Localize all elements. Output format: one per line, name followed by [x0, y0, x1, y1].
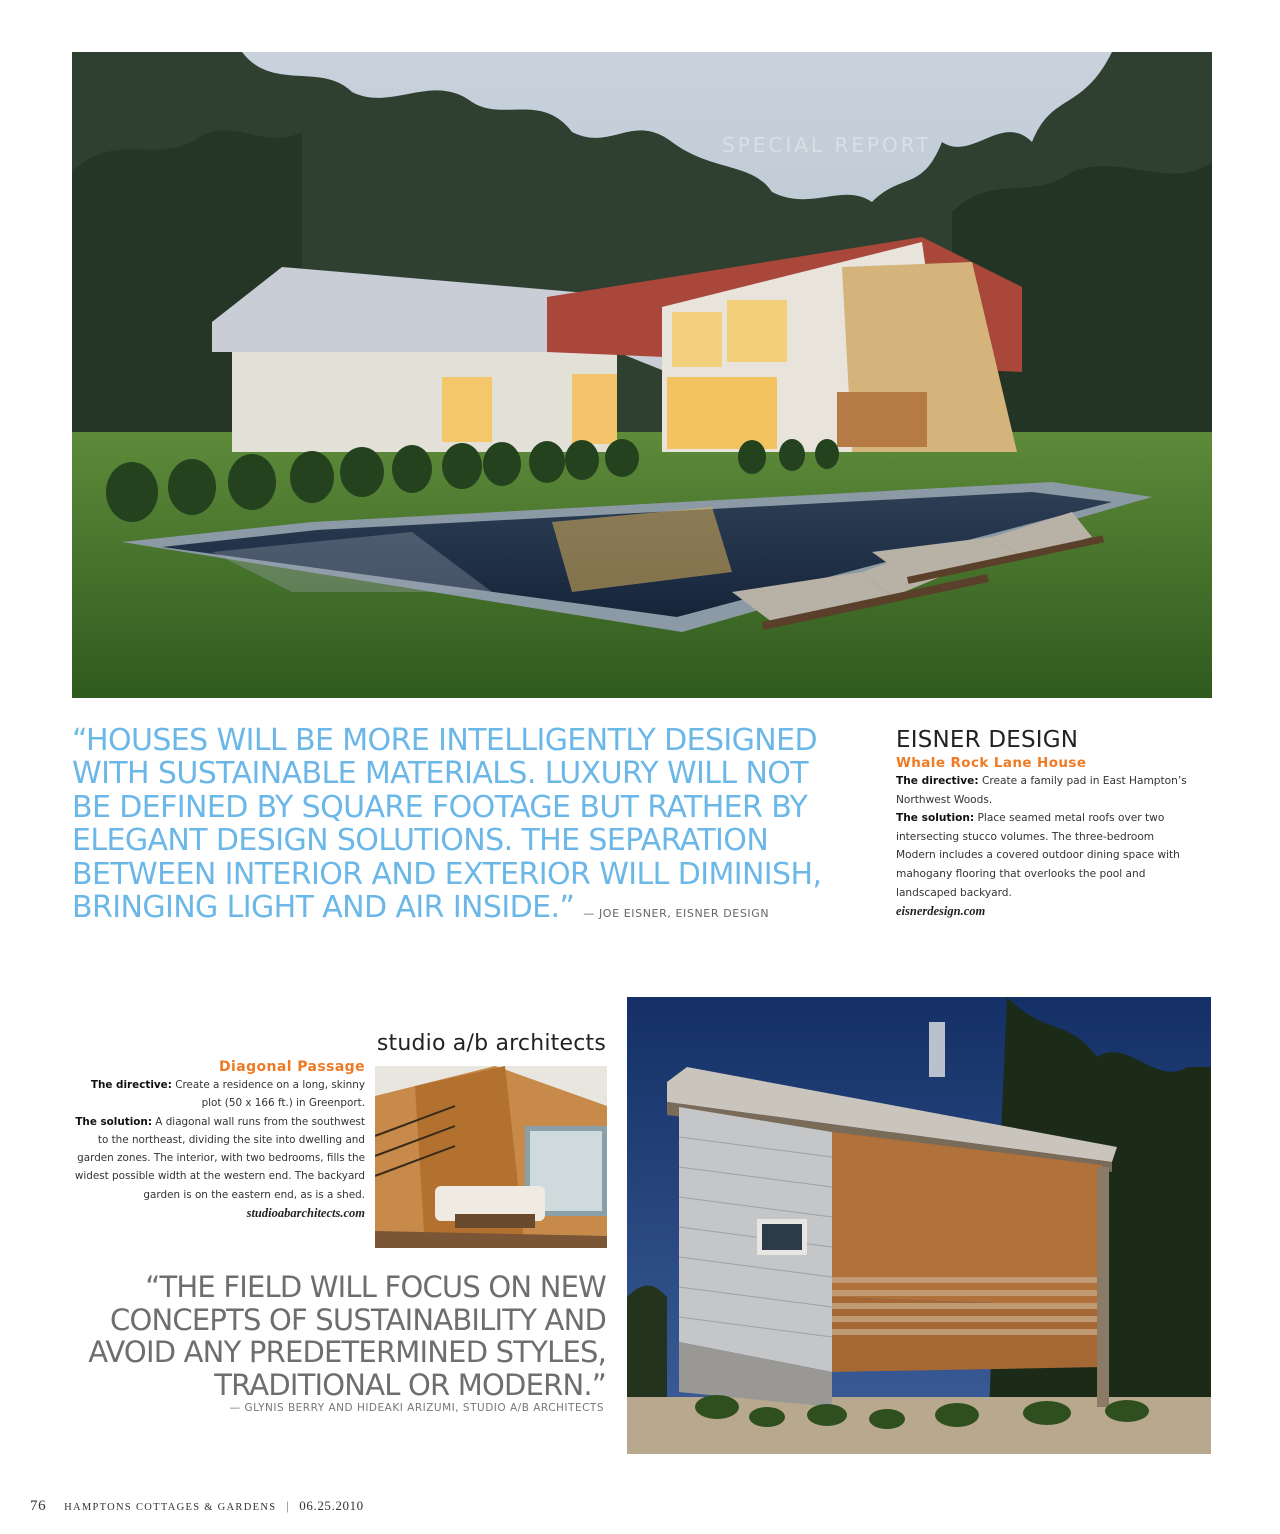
- firm-url-link[interactable]: eisnerdesign.com: [896, 904, 986, 919]
- house-pool-photo: [72, 52, 1212, 698]
- studio-firm-name: studio a/b architects: [376, 1031, 606, 1056]
- folio-separator: |: [286, 1498, 290, 1513]
- project-description: [896, 772, 1196, 902]
- studio-solution-text: A diagonal wall runs from the southwest to the northeast, dividing the site into dwelling and garden zones. The interior, with two bedrooms, fills the widest possible width at the western end. The backyard garden is on the eastern end, as is a shed.: [74, 1115, 365, 1201]
- solution-label: The solution:: [896, 812, 975, 825]
- studio-url-link[interactable]: studioabarchitects.com: [246, 1206, 365, 1221]
- studio-ab-sidebar: [70, 1058, 365, 1222]
- special-report-label: SPECIAL REPORT: [722, 133, 932, 157]
- firm-name: EISNER DESIGN: [896, 727, 1079, 753]
- interior-stair-photo: [375, 1066, 607, 1248]
- pull-quote-attribution: — JOE EISNER, EISNER DESIGN: [583, 907, 770, 921]
- solution-text: Place seamed metal roofs over two intersecting stucco volumes. The three-bedroom Modern includes a covered outdoor dining space with mahogany flooring that overlooks the pool and landscaped backyard.: [896, 812, 1180, 899]
- studio-directive-label: The directive:: [90, 1079, 172, 1091]
- pull-quote-studio: “THE FIELD WILL FOCUS ON NEW CONCEPTS OF SUSTAINABILITY AND AVOID ANY PREDETERMINED STYLES, TRADITIONAL OR MODERN.”: [88, 1270, 606, 1402]
- studio-directive-text: Create a residence on a long, skinny plot (50 x 166 ft.) in Greenport.: [175, 1079, 365, 1110]
- page-number: 76: [30, 1498, 47, 1514]
- project-name: Whale Rock Lane House: [896, 755, 1087, 771]
- page-footer: [30, 1498, 630, 1515]
- directive-label: The directive:: [896, 775, 979, 787]
- eisner-design-sidebar: [896, 726, 1196, 920]
- directive-text: Create a family pad in East Hampton’s Northwest Woods.: [896, 775, 1187, 806]
- studio-description: [70, 1076, 365, 1204]
- pull-quote-eisner: [72, 724, 852, 930]
- publication-name: HAMPTONS COTTAGES & GARDENS: [64, 1502, 277, 1513]
- studio-project-name: Diagonal Passage: [219, 1059, 365, 1075]
- shed-exterior-photo: [627, 997, 1211, 1454]
- pull-quote-text: “HOUSES WILL BE MORE INTELLIGENTLY DESIGNED WITH SUSTAINABLE MATERIALS. LUXURY WILL NOT BE DEFINED BY SQUARE FOOTAGE BUT RATHER BY ELEGANT DESIGN SOLUTIONS. THE SEPARATION BETWEEN INTERIOR AND EXTERIOR WILL DIMINISH, BRINGING LIGHT AND AIR INSIDE.”: [72, 723, 822, 926]
- pull-quote-studio-attribution: — GLYNIS BERRY AND HIDEAKI ARIZUMI, STUDIO A/B ARCHITECTS: [229, 1402, 604, 1414]
- studio-solution-label: The solution:: [75, 1115, 152, 1128]
- issue-date: 06.25.2010: [299, 1498, 364, 1513]
